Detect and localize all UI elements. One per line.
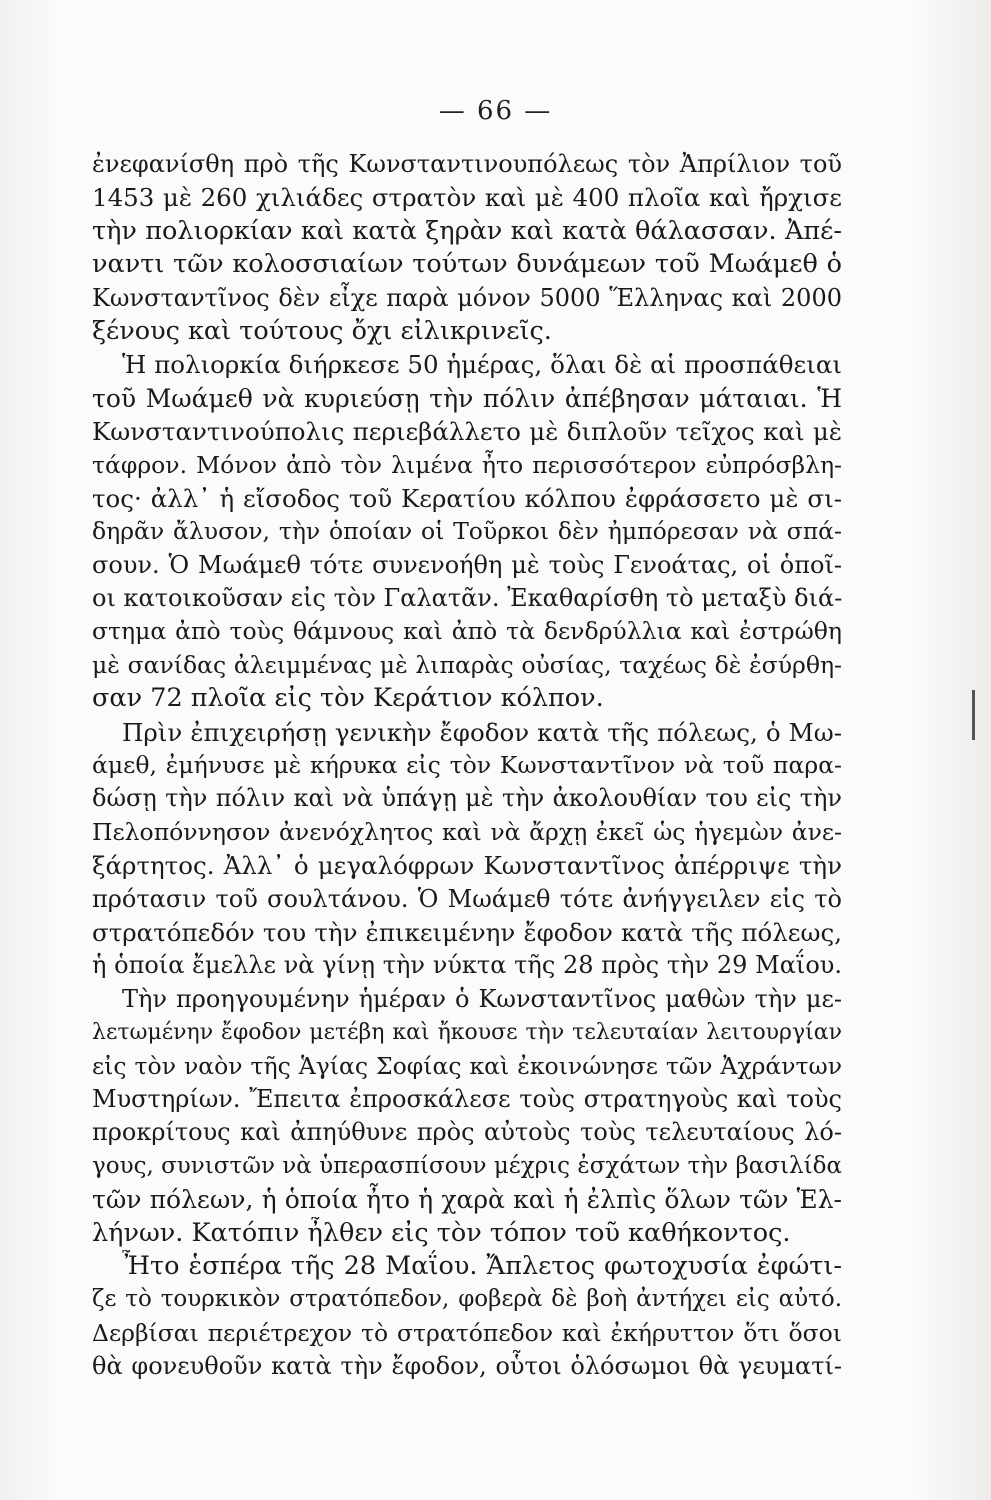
text-line: γους, συνιστῶν νὰ ὑπερασπίσουν μέχρις ἐσχάτων τὴν βασιλίδα [92,1152,842,1179]
text-line: Μυστηρίων. Ἔπειτα ἐπροσκάλεσε τοὺς στρατηγοὺς καὶ τοὺς [92,1084,842,1113]
text-line: Πρὶν ἐπιχειρήσῃ γενικὴν ἔφοδον κατὰ τῆς πόλεως, ὁ Μω- [122,717,842,747]
text-line: 1453 μὲ 260 χιλιάδες στρατὸν καὶ μὲ 400 πλοῖα καὶ ἤρχισε [92,183,842,213]
page-edge-mark [972,690,975,740]
page-number: — 66 — [438,96,553,126]
text-line: δώσῃ τὴν πόλιν καὶ νὰ ὑπάγῃ μὲ τὴν ἀκολουθίαν του εἰς τὴν [92,784,842,813]
text-line: Κωνσταντινούπολις περιεβάλλετο μὲ διπλοῦν τεῖχος καὶ μὲ [92,417,842,447]
text-line: Τὴν προηγουμένην ἡμέραν ὁ Κωνσταντῖνος μαθὼν τὴν με- [122,984,842,1013]
text-line: τοῦ Μωάμεθ νὰ κυριεύσῃ τὴν πόλιν ἀπέβησαν μάταιαι. Ἡ [92,383,842,413]
text-line: ξάρτητος. Ἀλλ᾽ ὁ μεγαλόφρων Κωνσταντῖνος ἀπέρριψε τὴν [92,851,842,881]
text-line: Δερβίσαι περιέτρεχον τὸ στρατόπεδον καὶ ἐκήρυττον ὅτι ὅσοι [92,1318,842,1347]
body-text [92,148,842,1383]
text-line: ἐνεφανίσθη πρὸ τῆς Κωνσταντινουπόλεως τὸν Ἀπρίλιον τοῦ [92,150,842,178]
text-line: ἡ ὁποία ἔμελλε νὰ γίνῃ τὴν νύκτα τῆς 28 πρὸς τὴν 29 Μαΐου. [92,951,842,980]
text-line: τὴν πολιορκίαν καὶ κατὰ ξηρὰν καὶ κατὰ θάλασσαν. Ἀπέ- [92,215,842,246]
text-line: προκρίτους καὶ ἀπηύθυνε πρὸς αὐτοὺς τοὺς τελευταίους λό- [92,1118,842,1147]
text-line: ξένους καὶ τούτους ὄχι εἰλικρινεῖς. [92,315,552,346]
text-line: Πελοπόννησον ἀνενόχλητος καὶ νὰ ἄρχῃ ἐκεῖ ὡς ἡγεμὼν ἀνε- [92,817,842,846]
text-line: τος· ἀλλ᾽ ἡ εἴσοδος τοῦ Κερατίου κόλπου ἐφράσσετο μὲ σι- [92,483,842,513]
text-line: Ἦτο ἑσπέρα τῆς 28 Μαΐου. Ἄπλετος φωτοχυσία ἐφώτι- [122,1250,842,1281]
text-line: μὲ σανίδας ἀλειμμένας μὲ λιπαρὰς οὐσίας, ταχέως δὲ ἐσύρθη- [92,650,842,679]
text-line: εἰς τὸν ναὸν τῆς Ἁγίας Σοφίας καὶ ἐκοινώνησε τῶν Ἀχράντων [92,1051,842,1080]
text-line: Κωνσταντῖνος δὲν εἶχε παρὰ μόνον 5000 Ἕλληνας καὶ 2000 [92,283,842,312]
text-line: ναντι τῶν κολοσσιαίων τούτων δυνάμεων τοῦ Μωάμεθ ὁ [92,249,842,280]
text-line: σουν. Ὁ Μωάμεθ τότε συνενοήθη μὲ τοὺς Γενοάτας, οἱ ὁποῖ- [92,550,842,579]
text-line: λήνων. Κατόπιν ἦλθεν εἰς τὸν τόπον τοῦ καθήκοντος. [92,1217,791,1248]
text-line: θὰ φονευθοῦν κατὰ τὴν ἔφοδον, οὗτοι ὁλόσωμοι θὰ γευματί- [92,1352,842,1381]
text-line: στημα ἀπὸ τοὺς θάμνους καὶ ἀπὸ τὰ δενδρύλλια καὶ ἐστρώθη [92,617,842,646]
text-line: τῶν πόλεων, ἡ ὁποία ἦτο ἡ χαρὰ καὶ ἡ ἐλπὶς ὅλων τῶν Ἑλ- [92,1185,842,1215]
text-line: οι κατοικοῦσαν εἰς τὸν Γαλατᾶν. Ἐκαθαρίσθη τὸ μεταξὺ διά- [92,584,842,613]
text-line: πρότασιν τοῦ σουλτάνου. Ὁ Μωάμεθ τότε ἀνήγγειλεν εἰς τὸ [92,884,842,913]
text-line: σαν 72 πλοῖα εἰς τὸν Κεράτιον κόλπον. [92,683,604,714]
text-line: δηρᾶν ἄλυσον, τὴν ὁποίαν οἱ Τοῦρκοι δὲν ἠμπόρεσαν νὰ σπά- [92,517,842,546]
text-line: άμεθ, ἐμήνυσε μὲ κήρυκα εἰς τὸν Κωνσταντῖνον νὰ τοῦ παρα- [92,751,842,780]
text-line: στρατόπεδόν του τὴν ἐπικειμένην ἔφοδον κατὰ τῆς πόλεως, [92,917,842,947]
text-line: Ἡ πολιορκία διήρκεσε 50 ἡμέρας, ὅλαι δὲ αἱ προσπάθειαι [122,350,842,380]
text-line: τάφρον. Μόνον ἀπὸ τὸν λιμένα ἦτο περισσότερον εὐπρόσβλη- [92,450,842,479]
text-line: ζε τὸ τουρκικὸν στρατόπεδον, φοβερὰ δὲ βοὴ ἀντήχει εἰς αὐτό. [92,1286,842,1313]
text-line: λετωμένην ἔφοδον μετέβη καὶ ἤκουσε τὴν τελευταίαν λειτουργίαν [92,1020,842,1046]
